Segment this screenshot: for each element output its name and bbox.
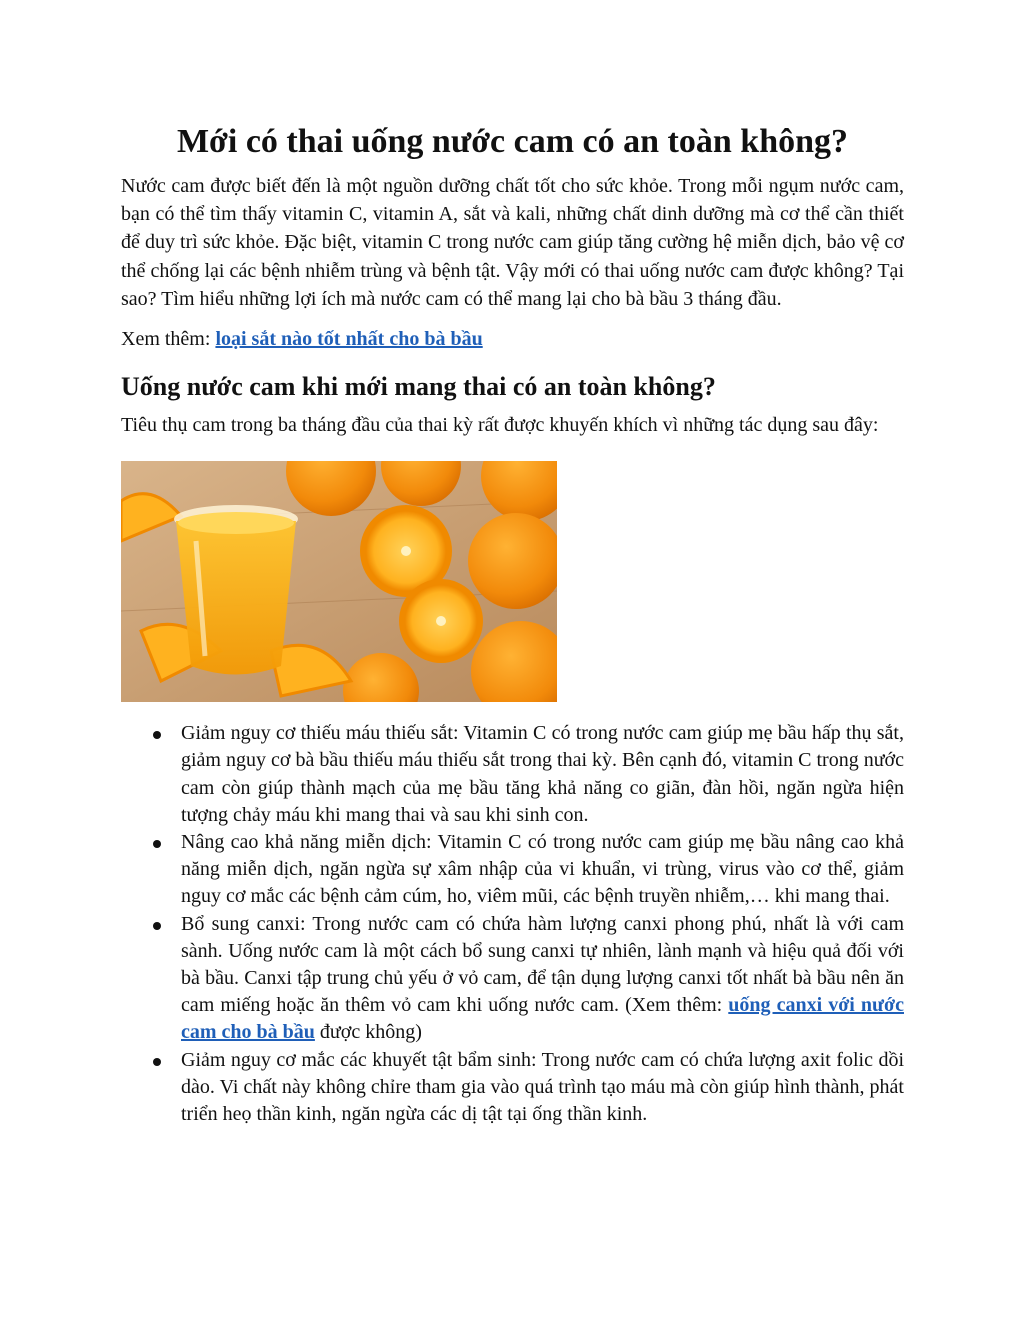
document-page	[121, 120, 904, 1128]
bullet-text: Bổ sung canxi: Trong nước cam có chứa hàm lượng canxi phong phú, nhất là với cam sành. Uống nước cam là một cách bổ sung canxi tự nhiên, lành mạnh và hiệu quả đối với bà bầu. Canxi tập trung chủ yếu ở vỏ cam, để tận dụng lượng canxi tốt nhất bà bầu nên ăn cam miếng hoặc ăn thêm vỏ cam khi uống nước cam. (Xem thêm:	[181, 912, 904, 1017]
orange-juice-photo	[121, 461, 557, 702]
benefits-list	[121, 720, 904, 1128]
bullet-icon	[153, 922, 161, 930]
see-also-line	[121, 325, 904, 353]
intro-paragraph: Nước cam được biết đến là một nguồn dưỡng chất tốt cho sức khỏe. Trong mỗi ngụm nước cam, bạn có thể tìm thấy vitamin C, vitamin A, sắt và kali, những chất dinh dưỡng mà cơ thể cần thiết để duy trì sức khỏe. Đặc biệt, vitamin C trong nước cam giúp tăng cường hệ miễn dịch, bảo vệ cơ thể chống lại các bệnh nhiễm trùng và bệnh tật. Vậy mới có thai uống nước cam được không? Tại sao? Tìm hiểu những lợi ích mà nước cam có thể mang lại cho bà bầu 3 tháng đầu.	[121, 175, 904, 310]
bullet-icon	[153, 1058, 161, 1066]
bullet-suffix: được không)	[314, 1021, 422, 1044]
bullet-icon	[153, 840, 161, 848]
list-item	[121, 911, 904, 1047]
see-also-prefix: Xem thêm:	[121, 328, 216, 351]
page-title: Mới có thai uống nước cam có an toàn không?	[176, 123, 849, 160]
list-item	[121, 720, 904, 829]
bullet-text: Nâng cao khả năng miễn dịch: Vitamin C có trong nước cam giúp mẹ bầu nâng cao khả năng miễn dịch, ngăn ngừa sự xâm nhập của vi khuẩn, vi trùng, virus vào cơ thể, giảm nguy cơ mắc các bệnh cảm cúm, ho, viêm mũi, các bệnh truyền nhiễm,… khi mang thai.	[181, 831, 904, 908]
calcium-link[interactable]: uống canxi với nước cam cho bà bầu	[181, 994, 904, 1044]
lead-paragraph: Tiêu thụ cam trong ba tháng đầu của thai kỳ rất được khuyến khích vì những tác dụng sau đây:	[121, 414, 879, 437]
bullet-icon	[153, 731, 161, 739]
list-item	[121, 829, 904, 911]
list-item	[121, 1047, 904, 1129]
bullet-text: Giảm nguy cơ mắc các khuyết tật bẩm sinh: Trong nước cam có chứa lượng axit folic dồi dào. Vi chất này không chỉre tham gia vào quá trình tạo máu mà còn giúp hình thành, phát triển heọ thần kinh, ngăn ngừa các dị tật tại ống thần kinh.	[181, 1048, 904, 1126]
bullet-text: Giảm nguy cơ thiếu máu thiếu sắt: Vitamin C có trong nước cam giúp mẹ bầu hấp thụ sắt, giảm nguy cơ bà bầu thiếu máu thiếu sắt trong thai kỳ. Bên cạnh đó, vitamin C trong nước cam còn giúp thành mạch của mẹ bầu tăng khả năng co giãn, đàn hồi, ngăn ngừa hiện tượng chảy máu khi mang thai và sau khi sinh con.	[181, 722, 904, 826]
iron-link[interactable]: loại sắt nào tốt nhất cho bà bầu	[215, 328, 483, 351]
section-heading: Uống nước cam khi mới mang thai có an toàn không?	[121, 372, 716, 402]
